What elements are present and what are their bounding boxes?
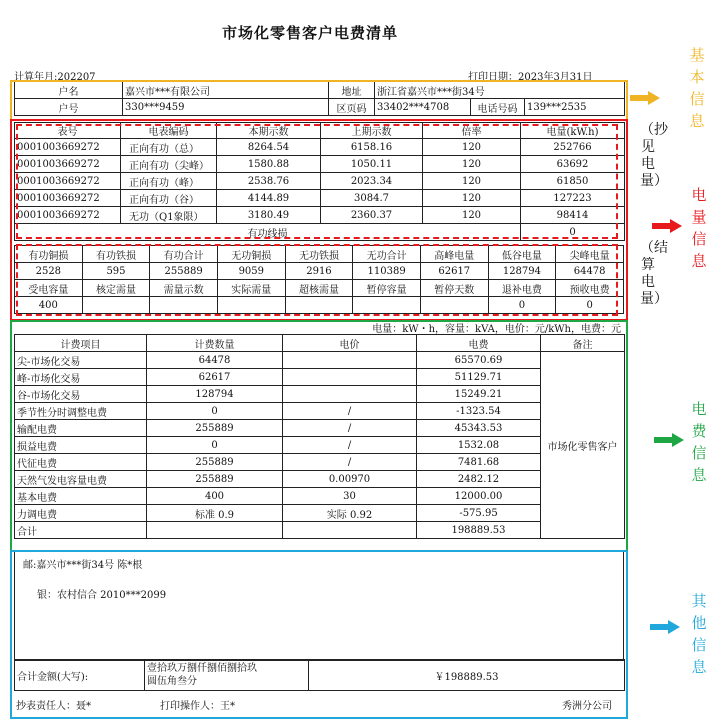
unit-note: 电量：kW・h，容量：kVA，电价：元/kWh，电费：元 [372,324,621,335]
fee-row: 峰-市场化交易 62617 51129.71 [15,369,625,386]
fee-row: 代征电费 255889 / 7481.68 [15,454,625,471]
fee-row: 谷-市场化交易 128794 15249.21 [15,386,625,403]
settle-values-1: 2528 595 255889 9059 2916 110389 62617 128794 64478 [15,263,624,280]
meter-row: 0001003669272 正向有功（谷） 4144.89 3084.7 120 127223 [15,190,625,207]
total-words-line-1: 壹拾玖万捌仟捌佰捌拾玖 [147,663,257,674]
settle-header-2: 受电容量 核定需量 需量示数 实际需量 超核需量 暂停容量 暂停天数 退补电费 预收电费 [15,280,624,297]
meter-header-row: 表号 电表编码 本期示数 上期示数 倍率 电量(kW.h) [15,123,625,139]
print-date: 打印日期：2023年3月31日 [468,72,593,83]
bank-account: 银：农村信合 2010***2099 [37,590,167,601]
meter-row: 0001003669272 无功（Q1象限） 3180.49 2360.37 120 98414 [15,207,625,224]
fee-row: 输配电费 255889 / 45343.53 [15,420,625,437]
other-arrow-icon [650,620,680,634]
meter-row: 0001003669272 正向有功（尖峰） 1580.88 1050.11 120 63692 [15,156,625,173]
other-info-box [10,550,628,719]
fee-row: 力调电费 标准 0.9 实际 0.92 -575.95 [15,505,625,522]
fee-header-row: 计费项目 计费数量 电价 电费 备注 [15,335,625,352]
settle-values-2: 400 0 0 [15,297,624,314]
fee-row: 基本电费 400 30 12000.00 [15,488,625,505]
settlement-label: （结算电量） [640,240,668,307]
fee-row: 损益电费 0 / 1532.08 [15,437,625,454]
basic-row-account: 户号 330***9459 区页码 33402***4708 电话号码 139***2535 [15,99,625,116]
fee-row: 尖-市场化交易 64478 65570.69 市场化零售客户 [15,352,625,369]
total-words-line-2: 圆伍角叁分 [147,676,197,687]
meter-reading-label: （抄见电量） [640,122,668,189]
settle-header-1: 有功铜损 有功铁损 有功合计 无功铜损 无功铁损 无功合计 高峰电量 低谷电量 尖峰电量 [15,246,624,263]
settlement-box [16,244,618,316]
basic-info-label: 基本信息 [689,46,705,130]
basic-arrow-icon [630,91,660,105]
fee-remark: 市场化零售客户 [541,352,625,539]
fee-info-label: 电费信息 [691,400,707,484]
page-title: 市场化零售客户电费清单 [221,24,398,42]
other-info-label: 其他信息 [691,592,707,676]
postal-address: 邮:嘉兴市***街34号 陈*根 [23,560,143,571]
fee-arrow-icon [654,433,684,447]
meter-row: 0001003669272 正向有功（峰） 2538.76 2023.34 120 61850 [15,173,625,190]
meter-row: 0001003669272 正向有功（总） 8264.54 6158.16 120 252766 [15,139,625,156]
total-label: 合计金额(大写): [15,660,145,691]
meter-reader: 抄表责任人：聂* [16,701,91,712]
fee-row: 季节性分时调整电费 0 / -1323.54 [15,403,625,420]
branch-name: 秀洲分公司 [562,701,612,712]
basic-row-name: 户名 嘉兴市***有限公司 地址 浙江省嘉兴市***街34号 [15,82,625,99]
fee-row: 天然气发电容量电费 255889 0.00970 2482.12 [15,471,625,488]
print-operator: 打印操作人：王* [160,701,235,712]
line-loss-row: 有功线损 0 [15,224,625,241]
fee-row: 合计 198889.53 [15,522,625,539]
total-amount: ￥198889.53 [309,660,625,691]
power-info-label: 电量信息 [691,186,707,270]
calc-month: 计算年月:202207 [14,72,96,83]
fee-info-box [10,320,628,552]
power-arrow-icon [652,219,682,233]
basic-info-box [10,80,628,121]
